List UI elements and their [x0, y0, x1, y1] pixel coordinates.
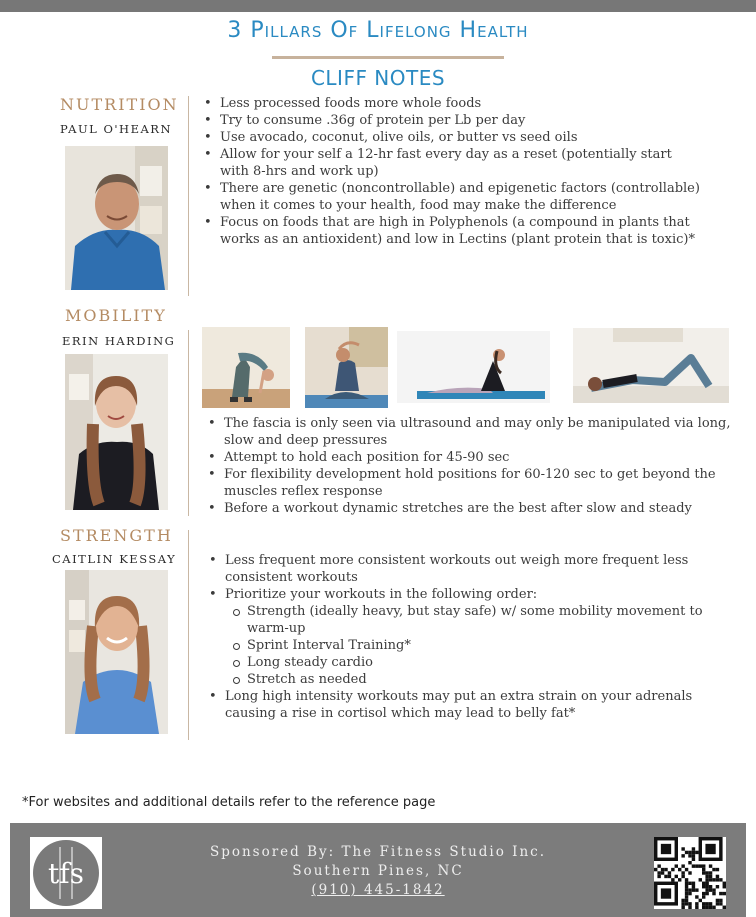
nutrition-divider [188, 96, 189, 296]
stretch-photo-forward-fold [202, 327, 290, 408]
nutrition-title: NUTRITION [60, 95, 179, 114]
nutrition-expert-photo [65, 146, 168, 290]
list-item [207, 586, 732, 688]
list-item: • Allow for your self a 12-hr fast every day as a reset (potentially start with 8-hrs and work up) [202, 146, 702, 180]
strength-title: STRENGTH [60, 526, 173, 545]
page-subtitle: CLIFF NOTES [310, 66, 446, 90]
strength-expert-name: CAITLIN KESSAY [52, 552, 177, 566]
list-item: • Attempt to hold each position for 45-90 sec [206, 449, 736, 466]
list-item: • Use avocado, coconut, olive oils, or butter vs seed oils [202, 129, 702, 146]
list-item: • Less frequent more consistent workouts out weigh more frequent less consistent workouts [207, 552, 732, 586]
sponsor-block [10, 843, 746, 900]
list-item-text: Prioritize your workouts in the following order: [225, 587, 538, 602]
sub-list-item: Stretch as needed [225, 671, 732, 688]
strength-divider [188, 530, 189, 740]
phone-link[interactable]: (910) 445-1842 [311, 882, 445, 898]
mobility-title: MOBILITY [65, 306, 167, 325]
footnote: *For websites and additional details refer to the reference page [22, 795, 436, 810]
nutrition-bullet-list [202, 95, 702, 248]
sponsor-location: Southern Pines, NC [292, 863, 464, 879]
mobility-expert-photo [65, 354, 168, 510]
list-item: • There are genetic (noncontrollable) and epigenetic factors (controllable) when it comes to your health, food may make the difference [202, 180, 702, 214]
mobility-divider [188, 330, 189, 516]
stretch-photo-supine-knees [573, 328, 729, 403]
list-item: • Before a workout dynamic stretches are the best after slow and steady [206, 500, 736, 517]
qr-code-image [654, 837, 726, 909]
strength-expert-photo [65, 570, 168, 734]
sub-list-item: Sprint Interval Training* [225, 637, 732, 654]
studio-logo-text: tfs [48, 857, 84, 890]
list-item: • Focus on foods that are high in Polyphenols (a compound in plants that works as an antioxident) and low in Lectins (plant protein that is toxic)* [202, 214, 702, 248]
list-item: • Try to consume .36g of protein per Lb per day [202, 112, 702, 129]
strength-bullet-list [207, 552, 732, 722]
list-item: • For flexibility development hold positions for 60-120 sec to get beyond the muscles reflex response [206, 466, 736, 500]
mobility-expert-name: ERIN HARDING [62, 334, 176, 348]
list-item: • Long high intensity workouts may put an extra strain on your adrenals causing a rise in cortisol which may lead to belly fat* [207, 688, 732, 722]
footer [10, 823, 746, 917]
nutrition-expert-name: PAUL O'HEARN [60, 122, 173, 136]
sponsor-text: Sponsored By: The Fitness Studio Inc. [209, 844, 547, 860]
sub-list [225, 603, 732, 688]
list-item: • The fascia is only seen via ultrasound and may only be manipulated via long, slow and deep pressures [206, 415, 736, 449]
page-title: 3 Pillars Of Lifelong Health [227, 18, 529, 43]
title-divider [272, 56, 504, 59]
mobility-bullet-list [206, 415, 736, 517]
top-bar [0, 0, 756, 12]
sub-list-item: Long steady cardio [225, 654, 732, 671]
qr-code[interactable] [654, 837, 726, 909]
list-item: • Less processed foods more whole foods [202, 95, 702, 112]
sub-list-item: Strength (ideally heavy, but stay safe) w/ some mobility movement to warm-up [225, 603, 732, 637]
stretch-photo-seated-twist [397, 331, 550, 403]
stretch-photo-side-bend [305, 327, 388, 408]
